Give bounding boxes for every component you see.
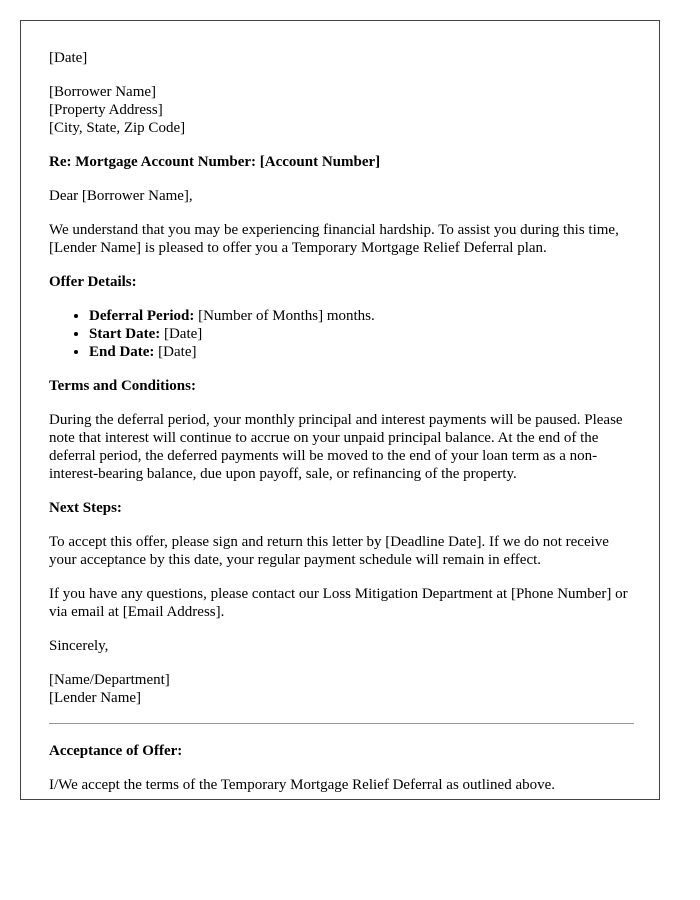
terms-heading: Terms and Conditions:: [49, 378, 196, 394]
signature-name: [Name/Department]: [49, 672, 170, 688]
letter-frame: [20, 20, 660, 800]
recipient-address: [Property Address]: [49, 102, 163, 118]
closing: Sincerely,: [49, 638, 109, 654]
recipient-name: [Borrower Name]: [49, 84, 157, 100]
contact-paragraph: If you have any questions, please contact our Loss Mitigation Department at [Phone Number] or via email at [Email Address].: [49, 586, 628, 620]
intro-paragraph: We understand that you may be experiencing financial hardship. To assist you during this time, [Lender Name] is pleased to offer you a Temporary Mortgage Relief Deferral plan.: [49, 222, 619, 256]
next-steps-paragraph: To accept this offer, please sign and return this letter by [Deadline Date]. If we do not receive your acceptance by this date, your regular payment schedule will remain in effect.: [49, 534, 609, 568]
offer-item-label: Deferral Period:: [89, 308, 195, 324]
signature-block: [49, 671, 634, 707]
next-steps-heading: Next Steps:: [49, 500, 122, 516]
offer-item-value: [Date]: [160, 326, 203, 342]
section-divider: [49, 723, 634, 724]
acceptance-heading: Acceptance of Offer:: [49, 743, 183, 759]
letter-content: [49, 49, 634, 800]
offer-details-list: [49, 307, 634, 361]
offer-item-label: End Date:: [89, 344, 155, 360]
offer-item-value: [Date]: [154, 344, 197, 360]
re-line: Re: Mortgage Account Number: [Account Number]: [49, 154, 381, 170]
offer-item-end-date: [89, 343, 634, 361]
signature-lender: [Lender Name]: [49, 690, 142, 706]
recipient-block: [49, 83, 634, 137]
offer-details-heading: Offer Details:: [49, 274, 137, 290]
salutation: Dear [Borrower Name],: [49, 188, 193, 204]
terms-paragraph: During the deferral period, your monthly principal and interest payments will be paused. Please note that interest will continue to accrue on your unpaid principal balance. At the end of the deferral period, the deferred payments will be moved to the end of your loan term as a non-interest-bearing balance, due upon payoff, sale, or refinancing of the property.: [49, 412, 623, 482]
offer-item-deferral-period: [89, 307, 634, 325]
offer-item-label: Start Date:: [89, 326, 161, 342]
offer-item-start-date: [89, 325, 634, 343]
recipient-city-state-zip: [City, State, Zip Code]: [49, 120, 186, 136]
acceptance-paragraph: I/We accept the terms of the Temporary Mortgage Relief Deferral as outlined above.: [49, 777, 556, 793]
offer-item-value: [Number of Months] months.: [194, 308, 375, 324]
letter-date: [Date]: [49, 50, 88, 66]
